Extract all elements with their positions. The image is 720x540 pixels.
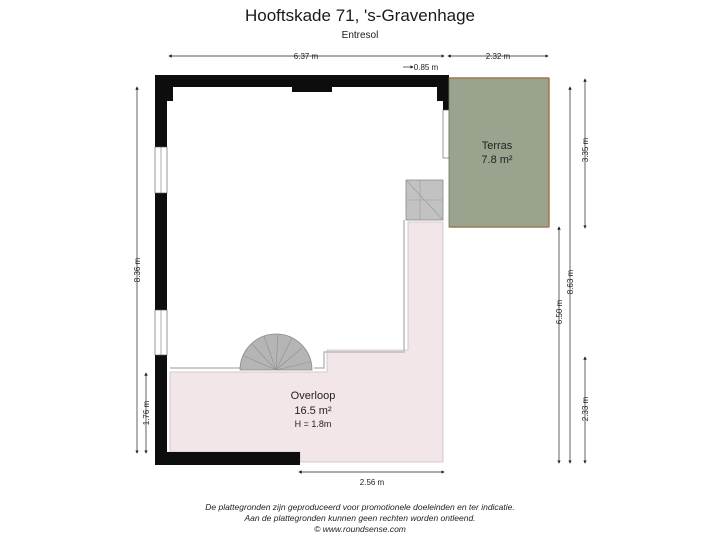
dim-right-top: 3.35 m [581,137,590,163]
window-left-lower [155,310,167,355]
dim-right-outer: 8.63 m [566,269,575,295]
overloop-area: 16.5 m² [294,405,332,417]
dim-small-gap: 0.85 m [413,63,439,72]
dim-right-inner: 6.50 m [555,299,564,325]
dim-top-width: 6.37 m [293,52,319,61]
dim-left-lower: 1.76 m [142,400,151,426]
terrace-door [443,110,449,158]
dim-top-terrace-width: 2.32 m [485,52,511,61]
footer-disclaimer-2: Aan de plattegronden kunnen geen rechten worden ontleend. [244,513,476,523]
terras-area: 7.8 m² [481,154,513,166]
floor-subtitle: Entresol [341,30,379,41]
terras-floor [449,78,549,227]
window-left-upper [155,147,167,193]
page-title: Hooftskade 71, 's-Gravenhage [244,6,476,25]
dim-right-bottom: 2.33 m [581,396,590,422]
footer-copyright: © www.roundsense.com [314,524,406,534]
dim-left-height: 8.36 m [133,257,142,283]
overloop-label: Overloop [290,390,336,402]
dim-bottom-width: 2.56 m [359,478,385,487]
footer-disclaimer-1: De plattegronden zijn geproduceerd voor promotionele doeleinden en ter indicatie. [205,502,515,512]
terras-label: Terras [481,140,513,152]
overloop-height: H = 1.8m [294,419,332,429]
